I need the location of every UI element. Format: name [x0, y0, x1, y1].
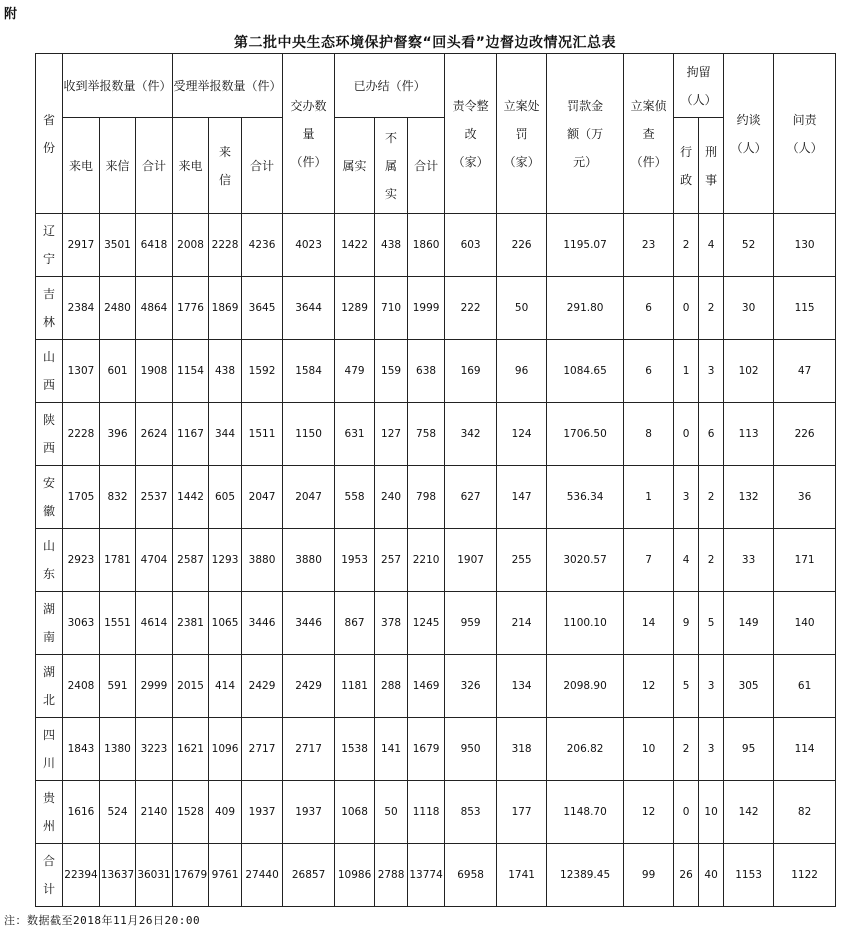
- table-cell: 3063: [63, 592, 100, 655]
- table-cell: 3: [699, 340, 724, 403]
- table-cell: 2480: [100, 277, 136, 340]
- table-cell: 959: [445, 592, 497, 655]
- table-cell: 115: [774, 277, 836, 340]
- table-cell: 1100.10: [547, 592, 624, 655]
- table-cell: 1776: [173, 277, 209, 340]
- header-completed-total: 合计: [408, 118, 445, 214]
- table-cell: 305: [724, 655, 774, 718]
- page-title: 第二批中央生态环境保护督察“回头看”边督边改情况汇总表: [234, 35, 616, 51]
- table-cell: 169: [445, 340, 497, 403]
- table-cell: 2384: [63, 277, 100, 340]
- table-cell: 36031: [136, 844, 173, 907]
- table-cell: 82: [774, 781, 836, 844]
- table-cell: 2047: [283, 466, 335, 529]
- table-cell: 50: [497, 277, 547, 340]
- table-cell: 558: [335, 466, 375, 529]
- table-cell: 3020.57: [547, 529, 624, 592]
- table-cell: 5: [699, 592, 724, 655]
- header-assigned: 交办数量（件）: [283, 54, 335, 214]
- table-body: [36, 214, 836, 907]
- table-cell: 52: [724, 214, 774, 277]
- table-cell: 140: [774, 592, 836, 655]
- table-cell: 3446: [242, 592, 283, 655]
- table-cell: 127: [375, 403, 408, 466]
- table-cell: 605: [209, 466, 242, 529]
- table-row: [36, 655, 836, 718]
- table-cell: 3644: [283, 277, 335, 340]
- table-cell: 1538: [335, 718, 375, 781]
- header-completed-not-true: 不属实: [375, 118, 408, 214]
- table-cell: 1908: [136, 340, 173, 403]
- table-cell: 1: [624, 466, 674, 529]
- province-cell: 湖南: [36, 592, 63, 655]
- table-cell: 710: [375, 277, 408, 340]
- table-cell: 1442: [173, 466, 209, 529]
- table-cell: 114: [774, 718, 836, 781]
- table-cell: 853: [445, 781, 497, 844]
- header-received-phone: 来电: [63, 118, 100, 214]
- table-cell: 1289: [335, 277, 375, 340]
- table-cell: 867: [335, 592, 375, 655]
- header-detain: 拘留（人）: [674, 54, 724, 118]
- header-received-letter: 来信: [100, 118, 136, 214]
- header-row-1: [36, 54, 836, 118]
- table-cell: 6958: [445, 844, 497, 907]
- table-cell: 9: [674, 592, 699, 655]
- table-cell: 2717: [283, 718, 335, 781]
- table-cell: 1781: [100, 529, 136, 592]
- table-cell: 36: [774, 466, 836, 529]
- table-cell: 1679: [408, 718, 445, 781]
- province-cell: 辽宁: [36, 214, 63, 277]
- table-cell: 438: [209, 340, 242, 403]
- table-cell: 255: [497, 529, 547, 592]
- table-cell: 130: [774, 214, 836, 277]
- header-accepted: 受理举报数量（件）: [173, 54, 283, 118]
- footnote: 注：数据截至2018年11月26日20:00: [4, 914, 201, 927]
- table-cell: 171: [774, 529, 836, 592]
- table-cell: 23: [624, 214, 674, 277]
- header-province: 省份: [36, 54, 63, 214]
- table-cell: 4023: [283, 214, 335, 277]
- table-cell: 1869: [209, 277, 242, 340]
- table-cell: 1: [674, 340, 699, 403]
- table-cell: 2788: [375, 844, 408, 907]
- table-cell: 758: [408, 403, 445, 466]
- table-cell: 1953: [335, 529, 375, 592]
- table-cell: 222: [445, 277, 497, 340]
- table-cell: 2717: [242, 718, 283, 781]
- table-cell: 4236: [242, 214, 283, 277]
- table-cell: 342: [445, 403, 497, 466]
- table-cell: 291.80: [547, 277, 624, 340]
- table-cell: 2429: [283, 655, 335, 718]
- table-cell: 132: [724, 466, 774, 529]
- table-cell: 1621: [173, 718, 209, 781]
- header-accepted-total: 合计: [242, 118, 283, 214]
- table-cell: 3645: [242, 277, 283, 340]
- table-cell: 33: [724, 529, 774, 592]
- table-row: [36, 529, 836, 592]
- table-cell: 257: [375, 529, 408, 592]
- table-cell: 1065: [209, 592, 242, 655]
- header-accepted-letter: 来信: [209, 118, 242, 214]
- table-cell: 10: [699, 781, 724, 844]
- header-punish: 立案处罚（家）: [497, 54, 547, 214]
- table-cell: 1154: [173, 340, 209, 403]
- province-cell: 安徽: [36, 466, 63, 529]
- table-row: [36, 403, 836, 466]
- table-cell: 12: [624, 655, 674, 718]
- province-cell: 山西: [36, 340, 63, 403]
- table-cell: 113: [724, 403, 774, 466]
- province-cell: 山东: [36, 529, 63, 592]
- table-row: [36, 277, 836, 340]
- table-cell: 798: [408, 466, 445, 529]
- table-cell: 240: [375, 466, 408, 529]
- table-cell: 1937: [283, 781, 335, 844]
- table-cell: 536.34: [547, 466, 624, 529]
- table-cell: 95: [724, 718, 774, 781]
- table-cell: 6418: [136, 214, 173, 277]
- table-cell: 226: [774, 403, 836, 466]
- table-cell: 61: [774, 655, 836, 718]
- table-cell: 2923: [63, 529, 100, 592]
- province-cell: 四川: [36, 718, 63, 781]
- table-cell: 8: [624, 403, 674, 466]
- table-cell: 627: [445, 466, 497, 529]
- table-cell: 1705: [63, 466, 100, 529]
- table-cell: 6: [624, 277, 674, 340]
- summary-table: [35, 53, 836, 907]
- table-cell: 6: [699, 403, 724, 466]
- table-cell: 124: [497, 403, 547, 466]
- table-cell: 950: [445, 718, 497, 781]
- table-cell: 2917: [63, 214, 100, 277]
- table-cell: 3: [674, 466, 699, 529]
- header-completed: 已办结（件）: [335, 54, 445, 118]
- table-cell: 177: [497, 781, 547, 844]
- table-cell: 7: [624, 529, 674, 592]
- table-cell: 3: [699, 655, 724, 718]
- table-cell: 26857: [283, 844, 335, 907]
- table-cell: 378: [375, 592, 408, 655]
- table-cell: 631: [335, 403, 375, 466]
- table-cell: 1422: [335, 214, 375, 277]
- table-cell: 2: [699, 529, 724, 592]
- table-cell: 1122: [774, 844, 836, 907]
- table-row: [36, 466, 836, 529]
- table-row: [36, 844, 836, 907]
- table-cell: 1084.65: [547, 340, 624, 403]
- table-cell: 14: [624, 592, 674, 655]
- table-cell: 1096: [209, 718, 242, 781]
- table-cell: 1469: [408, 655, 445, 718]
- table-row: [36, 592, 836, 655]
- table-cell: 2098.90: [547, 655, 624, 718]
- header-row-2: [36, 118, 836, 214]
- header-rectify: 责令整改（家）: [445, 54, 497, 214]
- table-cell: 3223: [136, 718, 173, 781]
- table-cell: 102: [724, 340, 774, 403]
- table-cell: 1706.50: [547, 403, 624, 466]
- table-cell: 2537: [136, 466, 173, 529]
- table-cell: 6: [624, 340, 674, 403]
- table-cell: 17679: [173, 844, 209, 907]
- table-cell: 10: [624, 718, 674, 781]
- table-cell: 4614: [136, 592, 173, 655]
- table-cell: 2140: [136, 781, 173, 844]
- table-cell: 1148.70: [547, 781, 624, 844]
- table-cell: 1592: [242, 340, 283, 403]
- header-investigate: 立案侦查（件）: [624, 54, 674, 214]
- table-cell: 2999: [136, 655, 173, 718]
- table-cell: 438: [375, 214, 408, 277]
- header-detain-admin: 行政: [674, 118, 699, 214]
- province-cell: 吉林: [36, 277, 63, 340]
- table-cell: 27440: [242, 844, 283, 907]
- table-cell: 47: [774, 340, 836, 403]
- table-cell: 206.82: [547, 718, 624, 781]
- table-cell: 326: [445, 655, 497, 718]
- table-cell: 2047: [242, 466, 283, 529]
- table-cell: 1741: [497, 844, 547, 907]
- table-cell: 1068: [335, 781, 375, 844]
- table-cell: 1999: [408, 277, 445, 340]
- table-cell: 149: [724, 592, 774, 655]
- table-cell: 13774: [408, 844, 445, 907]
- table-cell: 414: [209, 655, 242, 718]
- table-cell: 3880: [283, 529, 335, 592]
- table-cell: 141: [375, 718, 408, 781]
- table-cell: 2210: [408, 529, 445, 592]
- table-cell: 1195.07: [547, 214, 624, 277]
- table-cell: 2624: [136, 403, 173, 466]
- table-cell: 147: [497, 466, 547, 529]
- table-cell: 832: [100, 466, 136, 529]
- table-cell: 603: [445, 214, 497, 277]
- table-row: [36, 340, 836, 403]
- table-cell: 3501: [100, 214, 136, 277]
- table-cell: 0: [674, 277, 699, 340]
- table-cell: 4864: [136, 277, 173, 340]
- table-cell: 1937: [242, 781, 283, 844]
- table-cell: 134: [497, 655, 547, 718]
- table-cell: 591: [100, 655, 136, 718]
- table-cell: 288: [375, 655, 408, 718]
- table-cell: 2: [674, 214, 699, 277]
- header-received-total: 合计: [136, 118, 173, 214]
- header-completed-true: 属实: [335, 118, 375, 214]
- table-cell: 50: [375, 781, 408, 844]
- province-cell: 陕西: [36, 403, 63, 466]
- header-detain-criminal: 刑事: [699, 118, 724, 214]
- table-cell: 2: [674, 718, 699, 781]
- table-row: [36, 781, 836, 844]
- table-cell: 4704: [136, 529, 173, 592]
- table-cell: 2015: [173, 655, 209, 718]
- header-received: 收到举报数量（件）: [63, 54, 173, 118]
- table-cell: 344: [209, 403, 242, 466]
- table-cell: 1907: [445, 529, 497, 592]
- table-cell: 601: [100, 340, 136, 403]
- table-cell: 26: [674, 844, 699, 907]
- province-cell: 贵州: [36, 781, 63, 844]
- attachment-label: 附: [4, 7, 18, 22]
- table-cell: 479: [335, 340, 375, 403]
- table-cell: 13637: [100, 844, 136, 907]
- table-cell: 0: [674, 781, 699, 844]
- table-cell: 409: [209, 781, 242, 844]
- table-cell: 1307: [63, 340, 100, 403]
- table-cell: 1118: [408, 781, 445, 844]
- table-cell: 1843: [63, 718, 100, 781]
- province-cell: 湖北: [36, 655, 63, 718]
- table-cell: 2429: [242, 655, 283, 718]
- table-cell: 1551: [100, 592, 136, 655]
- table-cell: 4: [699, 214, 724, 277]
- table-cell: 9761: [209, 844, 242, 907]
- table-cell: 3446: [283, 592, 335, 655]
- table-cell: 2: [699, 277, 724, 340]
- table-row: [36, 718, 836, 781]
- table-cell: 2228: [63, 403, 100, 466]
- table-cell: 2228: [209, 214, 242, 277]
- table-cell: 0: [674, 403, 699, 466]
- table-cell: 1150: [283, 403, 335, 466]
- table-cell: 2381: [173, 592, 209, 655]
- table-cell: 2587: [173, 529, 209, 592]
- table-cell: 638: [408, 340, 445, 403]
- table-cell: 159: [375, 340, 408, 403]
- table-cell: 10986: [335, 844, 375, 907]
- header-interview: 约谈（人）: [724, 54, 774, 214]
- header-accountability: 问责（人）: [774, 54, 836, 214]
- table-cell: 96: [497, 340, 547, 403]
- table-cell: 40: [699, 844, 724, 907]
- table-cell: 1167: [173, 403, 209, 466]
- table-cell: 1181: [335, 655, 375, 718]
- table-cell: 3: [699, 718, 724, 781]
- table-cell: 318: [497, 718, 547, 781]
- table-cell: 2408: [63, 655, 100, 718]
- table-cell: 1584: [283, 340, 335, 403]
- table-cell: 1528: [173, 781, 209, 844]
- table-cell: 30: [724, 277, 774, 340]
- header-accepted-phone: 来电: [173, 118, 209, 214]
- table-cell: 214: [497, 592, 547, 655]
- table-cell: 4: [674, 529, 699, 592]
- table-cell: 3880: [242, 529, 283, 592]
- table-cell: 524: [100, 781, 136, 844]
- table-cell: 1616: [63, 781, 100, 844]
- table-cell: 99: [624, 844, 674, 907]
- table-cell: 1511: [242, 403, 283, 466]
- table-cell: 1153: [724, 844, 774, 907]
- table-cell: 22394: [63, 844, 100, 907]
- table-cell: 1860: [408, 214, 445, 277]
- table-cell: 226: [497, 214, 547, 277]
- table-cell: 1293: [209, 529, 242, 592]
- table-cell: 1380: [100, 718, 136, 781]
- province-cell: 合计: [36, 844, 63, 907]
- table-row: [36, 214, 836, 277]
- table-cell: 2: [699, 466, 724, 529]
- table-cell: 5: [674, 655, 699, 718]
- table-cell: 12389.45: [547, 844, 624, 907]
- table-cell: 2008: [173, 214, 209, 277]
- table-cell: 1245: [408, 592, 445, 655]
- header-fine: 罚款金额（万元）: [547, 54, 624, 214]
- table-cell: 396: [100, 403, 136, 466]
- table-cell: 12: [624, 781, 674, 844]
- table-cell: 142: [724, 781, 774, 844]
